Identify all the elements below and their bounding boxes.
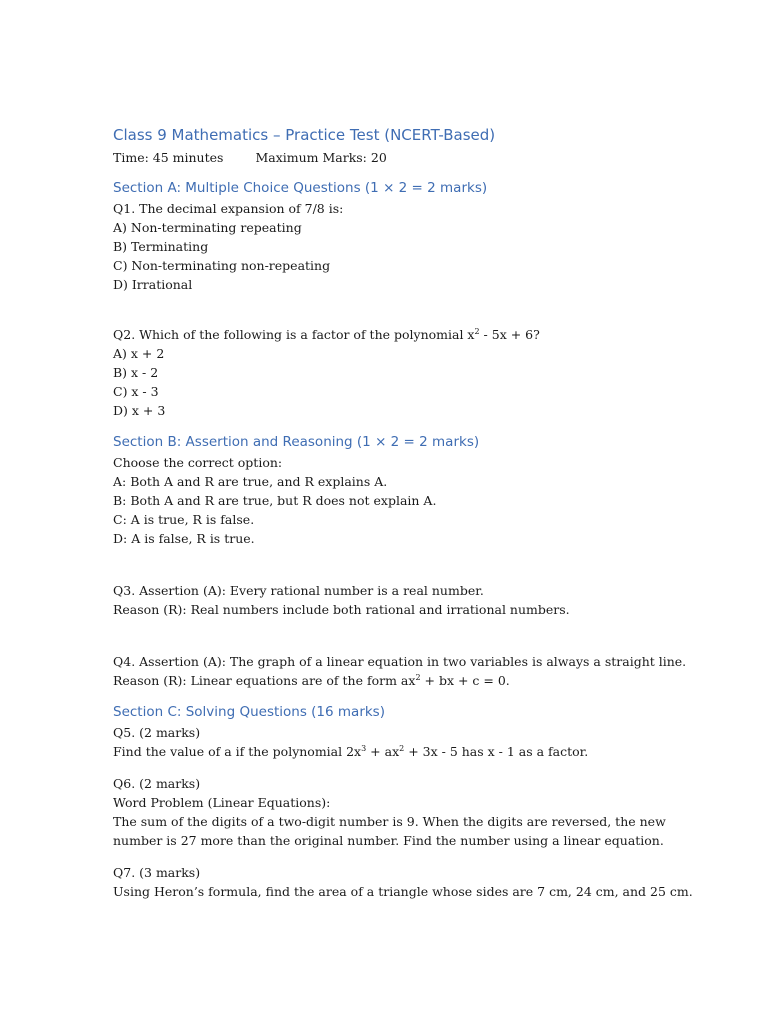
q1-option-a: A) Non-terminating repeating [113,220,302,235]
q4-reason [113,671,673,690]
ar-options [113,453,673,548]
question-q6 [113,774,673,850]
q5-exponent-1: 3 [361,744,367,753]
section-b-heading: Section B: Assertion and Reasoning (1 × 2 = 2 marks) [113,434,480,450]
q4-reason-tail: + bx + c = 0. [420,673,510,688]
q4-reason-text: Reason (R): Linear equations are of the form ax [113,673,416,688]
question-q5 [113,723,673,761]
page-title: Class 9 Mathematics – Practice Test (NCERT-Based) [113,126,496,144]
q5-text-part1: Find the value of a if the polynomial 2x [113,744,362,759]
q6-text-line1: The sum of the digits of a two-digit number is 9. When the digits are reversed, the new [113,814,666,829]
q3-assertion: Q3. Assertion (A): Every rational number is a real number. [113,583,484,598]
q2-stem-tail: - 5x + 6? [479,327,540,342]
q5-marks: Q5. (2 marks) [113,725,201,740]
q6-topic: Word Problem (Linear Equations): [113,795,331,810]
question-q4 [113,652,687,690]
ar-option-d: D: A is false, R is true. [113,531,255,546]
ar-option-a: A: Both A and R are true, and R explains A. [113,474,388,489]
q7-text: Using Heron’s formula, find the area of a triangle whose sides are 7 cm, 24 cm, and 25 cm. [113,884,693,899]
q7-marks: Q7. (3 marks) [113,865,201,880]
q1-option-b: B) Terminating [113,239,209,254]
q1-option-d: D) Irrational [113,277,193,292]
question-q3 [113,581,673,619]
q2-option-a: A) x + 2 [113,346,165,361]
question-q1 [113,199,673,294]
test-meta [113,148,673,167]
q5-exponent-2: 2 [399,744,405,753]
section-a-heading: Section A: Multiple Choice Questions (1 × 2 = 2 marks) [113,180,488,196]
q2-stem-text: Q2. Which of the following is a factor of the polynomial x [113,327,475,342]
question-q2 [113,325,673,420]
q6-marks: Q6. (2 marks) [113,776,201,791]
q4-assertion: Q4. Assertion (A): The graph of a linear equation in two variables is always a straight line. [113,654,687,669]
q1-stem: Q1. The decimal expansion of 7/8 is: [113,201,344,216]
q2-option-c: C) x - 3 [113,384,159,399]
ar-option-b: B: Both A and R are true, but R does not explain A. [113,493,437,508]
q2-option-b: B) x - 2 [113,365,159,380]
document-page [113,124,693,901]
q5-text-part3: + 3x - 5 has x - 1 as a factor. [404,744,589,759]
time-limit: Time: 45 minutes [113,150,224,165]
q1-option-c: C) Non-terminating non-repeating [113,258,331,273]
ar-intro: Choose the correct option: [113,455,283,470]
q4-exponent: 2 [415,673,421,682]
q2-option-d: D) x + 3 [113,403,166,418]
q2-stem [113,325,673,344]
q5-text-part2: + ax [366,744,400,759]
maximum-marks: Maximum Marks: 20 [255,150,387,165]
q6-text-line2: number is 27 more than the original number. Find the number using a linear equation. [113,833,664,848]
section-c-heading: Section C: Solving Questions (16 marks) [113,704,385,720]
q2-exponent: 2 [474,327,480,336]
ar-option-c: C: A is true, R is false. [113,512,255,527]
q3-reason: Reason (R): Real numbers include both rational and irrational numbers. [113,602,570,617]
q5-text [113,742,673,761]
question-q7 [113,863,693,901]
